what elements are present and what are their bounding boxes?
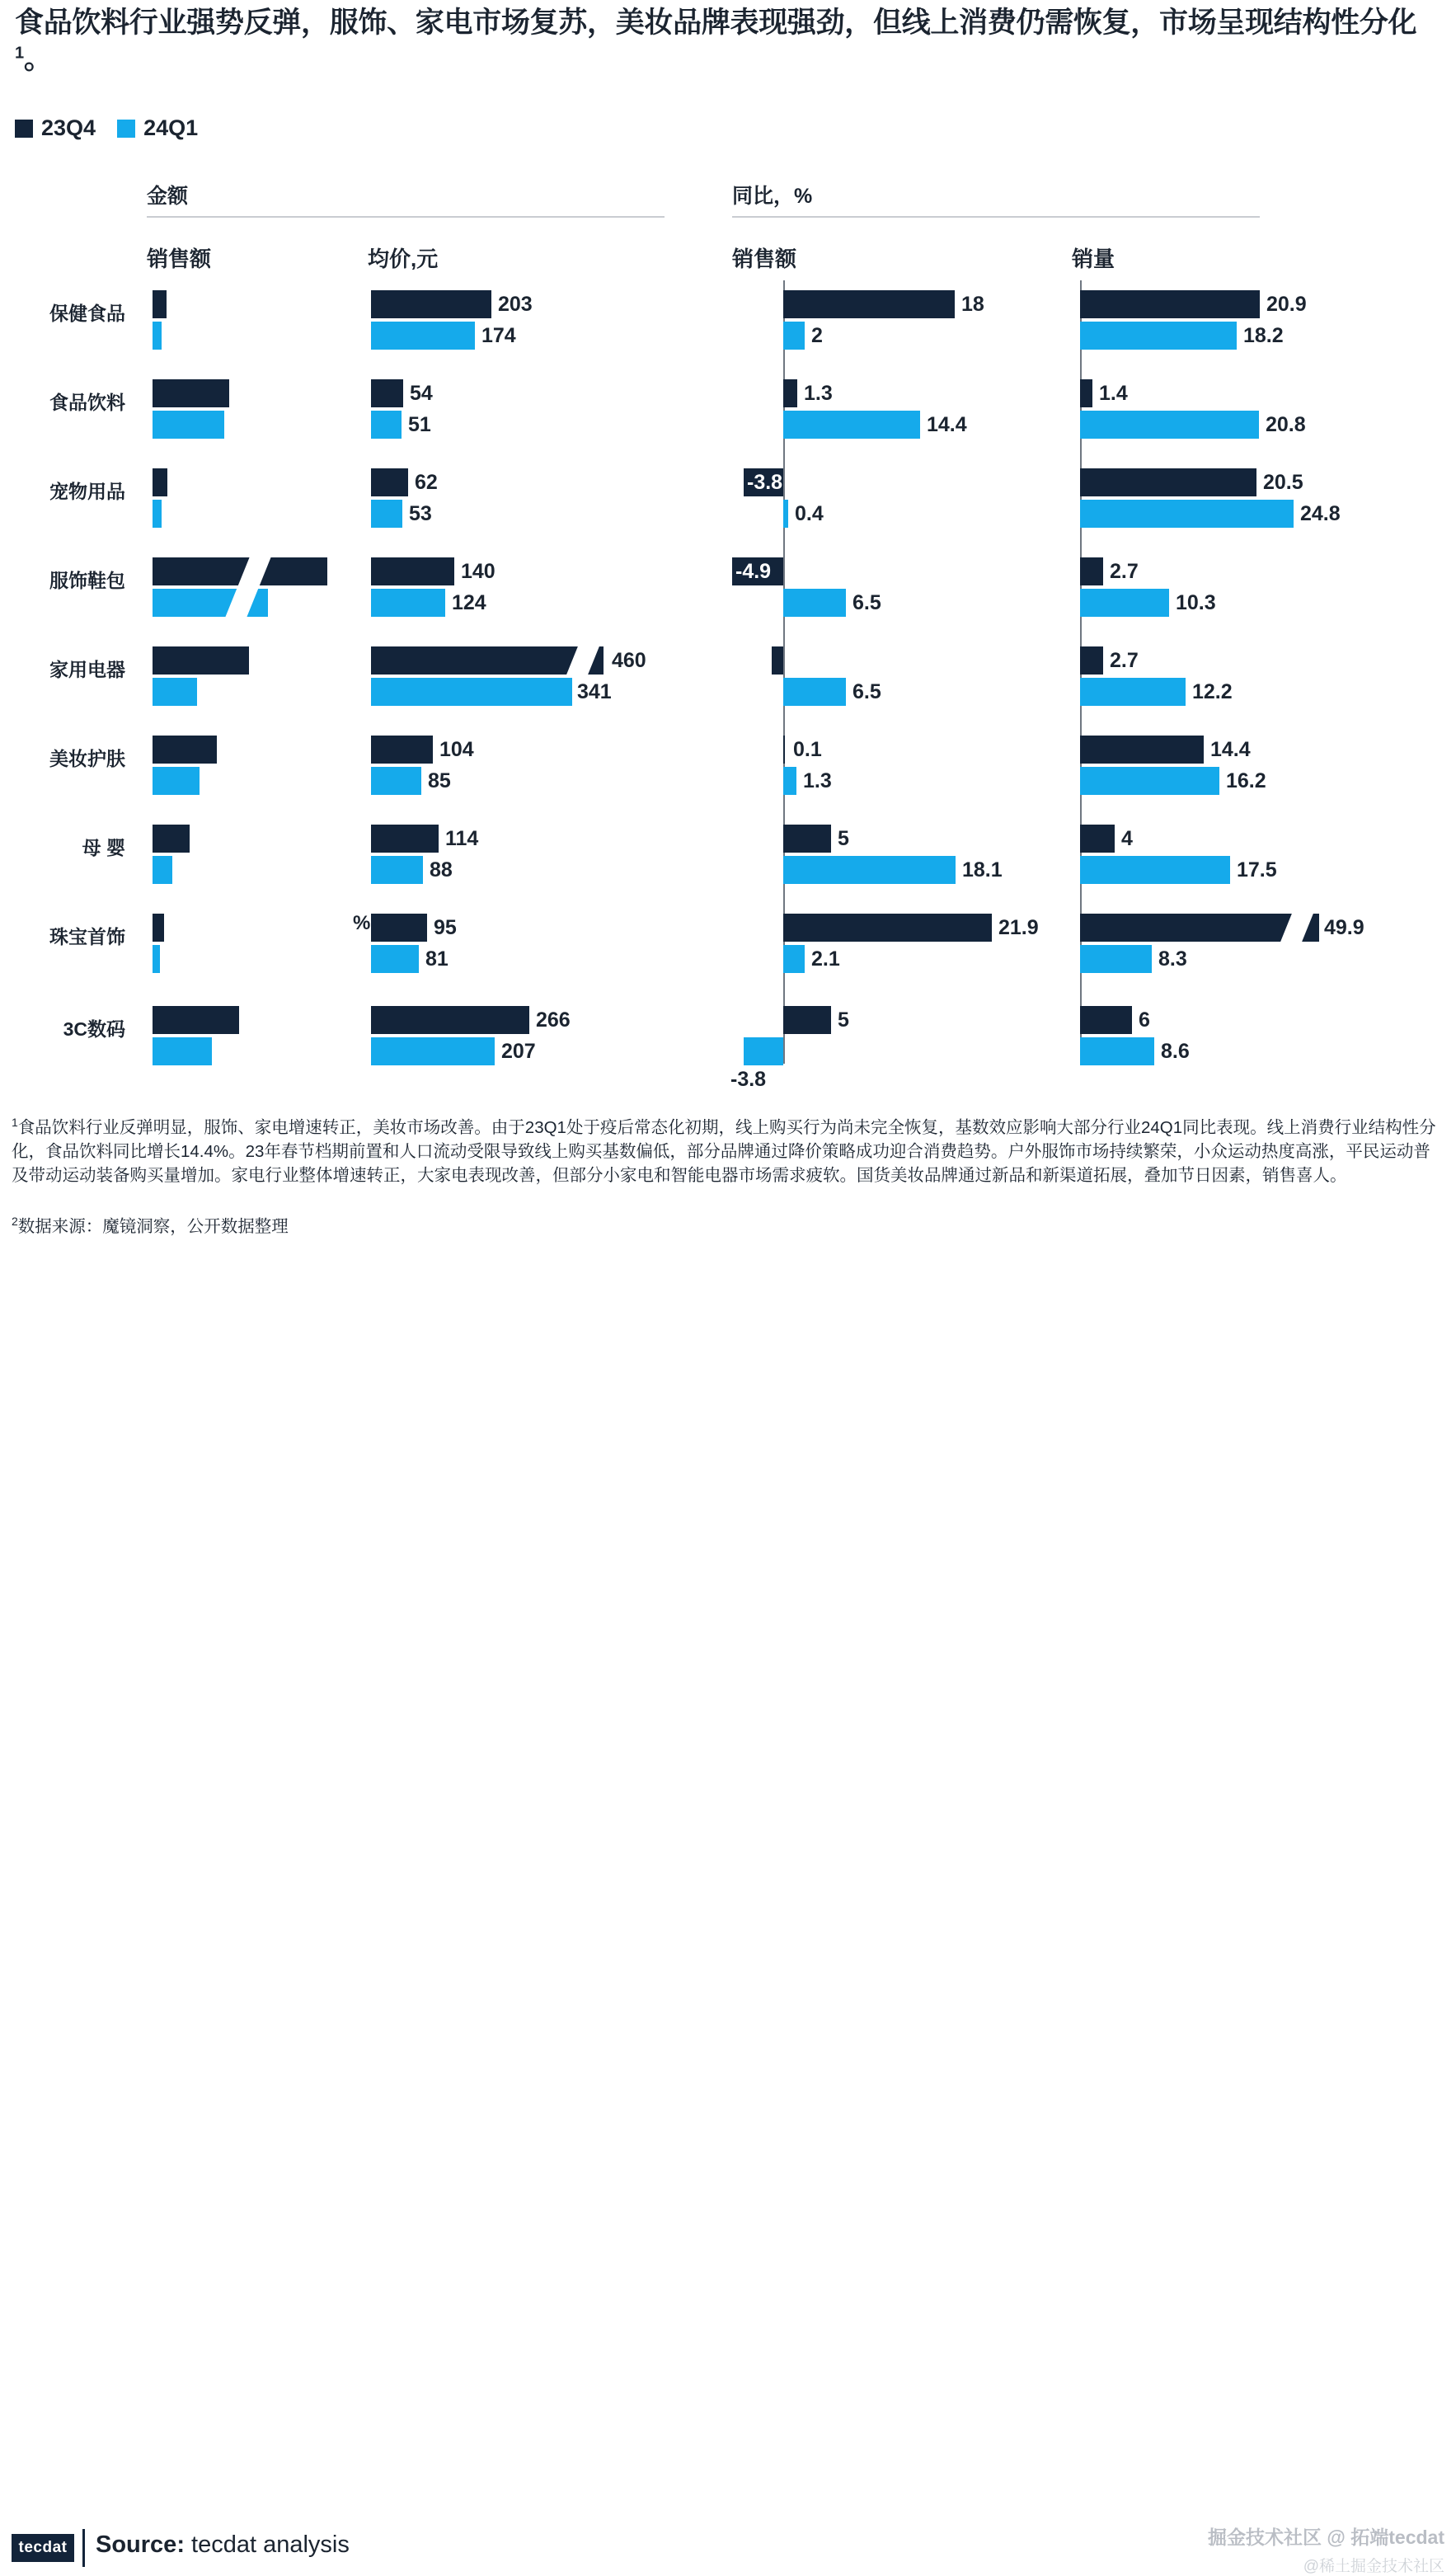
- bar-p4-r4-24q1: [1080, 678, 1186, 706]
- footnote-2-text: 数据来源：魔镜洞察，公开数据整理: [17, 1217, 289, 1236]
- value-p2-r7-24q1: 81: [425, 947, 449, 971]
- value-p3-r2-23q4: -3.8: [747, 471, 783, 494]
- bar-p2-r7-23q4: [371, 914, 427, 942]
- value-p4-r3-23q4: 2.7: [1110, 560, 1139, 583]
- value-p3-r8-23q4: 5: [838, 1008, 849, 1032]
- bar-p3-r6-23q4: [783, 825, 831, 853]
- value-p4-r5-23q4: 14.4: [1210, 738, 1251, 761]
- value-p2-r1-23q4: 54: [410, 382, 433, 405]
- value-p2-r0-24q1: 174: [481, 324, 516, 347]
- bar-p3-r8-23q4: [783, 1006, 831, 1034]
- source-value: tecdat analysis: [191, 2531, 350, 2558]
- value-p3-r6-23q4: 5: [838, 827, 849, 850]
- value-p4-r8-23q4: 6: [1139, 1008, 1150, 1032]
- bar-p3-r3-24q1: [783, 589, 846, 617]
- bar-p4-r2-23q4: [1080, 468, 1256, 496]
- group-header-yoy: 同比，%: [732, 185, 813, 208]
- bar-p4-r8-24q1: [1080, 1037, 1154, 1065]
- value-p2-r3-24q1: 124: [452, 591, 486, 614]
- column-header-yoy-sales: 销售额: [732, 247, 797, 271]
- tecdat-logo: tecdat: [12, 2534, 74, 2562]
- bar-p1-r4-24q1: [153, 678, 197, 706]
- value-p2-r5-23q4: 104: [439, 738, 474, 761]
- legend-label-24q1: 24Q1: [143, 115, 199, 140]
- value-p2-r6-23q4: 114: [445, 827, 479, 850]
- value-p2-r1-24q1: 51: [408, 413, 431, 436]
- bar-p2-r3-24q1: [371, 589, 445, 617]
- bar-p2-r8-23q4: [371, 1006, 529, 1034]
- title-text: 食品饮料行业强势反弹，服饰、家电市场复苏，美妆品牌表现强劲，但线上消费仍需恢复，市场呈现结构性分化: [15, 7, 1417, 39]
- bar-p2-r8-24q1: [371, 1037, 495, 1065]
- bar-p1-r1-23q4: [153, 379, 229, 407]
- value-p3-r2-24q1: 0.4: [795, 502, 824, 525]
- footnote-1-marker: 1: [12, 1116, 18, 1129]
- value-p3-r5-23q4: 0.1: [793, 738, 822, 761]
- value-p4-r2-23q4: 20.5: [1263, 471, 1303, 494]
- value-p4-r2-24q1: 24.8: [1300, 502, 1341, 525]
- source-text: [96, 2531, 350, 2559]
- bar-p4-r2-24q1: [1080, 500, 1294, 528]
- bar-p3-r7-23q4: [783, 914, 992, 942]
- bar-p2-r7-24q1: [371, 945, 419, 973]
- value-p3-r1-24q1: 14.4: [927, 413, 967, 436]
- legend-label-23q4: 23Q4: [41, 115, 96, 140]
- source-divider: [82, 2529, 85, 2567]
- bar-p1-r5-24q1: [153, 767, 200, 795]
- bar-p3-r8-24q1: [744, 1037, 783, 1065]
- value-p3-r4-23q4: -1.1: [734, 649, 770, 672]
- value-p2-r2-24q1: 53: [409, 502, 432, 525]
- footnote-2-marker: 2: [12, 1215, 18, 1229]
- value-p3-r5-24q1: 1.3: [803, 769, 832, 792]
- source-label: Source:: [96, 2531, 185, 2558]
- bar-p4-r7-24q1: [1080, 945, 1152, 973]
- bar-p3-r5-24q1: [783, 767, 796, 795]
- footnote-1-text: 食品饮料行业反弹明显，服饰、家电增速转正，美妆市场改善。由于23Q1处于疫后常态化初期，线上购买行为尚未完全恢复，基数效应影响大部分行业24Q1同比表现。线上消费行业结构性分化，食品饮料同比增长14.4%。23年春节档期前置和人口流动受限导致线上购买基数偏低，部分品牌通过降价策略成功迎合消费趋势。户外服饰市场持续繁荣，小众运动热度高涨，平民运动普及带动运动装备购买量增加。家电行业整体增速转正，大家电表现改善，但部分小家电和智能电器市场需求疲软。国货美妆品牌通过新品和新渠道拓展，叠加节日因素，销售喜人。: [12, 1117, 1436, 1186]
- value-p2-r0-23q4: 203: [498, 293, 533, 316]
- row-label-0: 保健食品: [49, 303, 125, 324]
- bar-p4-r1-24q1: [1080, 411, 1259, 439]
- value-p4-r7-24q1: 8.3: [1158, 947, 1187, 971]
- value-p3-r4-24q1: 6.5: [852, 680, 881, 703]
- bar-p1-r2-23q4: [153, 468, 167, 496]
- bar-p2-r0-23q4: [371, 290, 491, 318]
- bar-p4-r4-23q4: [1080, 646, 1103, 675]
- bar-p3-r5-23q4: [783, 736, 785, 764]
- value-p3-r1-23q4: 1.3: [804, 382, 833, 405]
- row-label-1: 食品饮料: [49, 392, 125, 413]
- bar-p1-r4-23q4: [153, 646, 249, 675]
- value-p4-r3-24q1: 10.3: [1176, 591, 1216, 614]
- value-p2-r4-23q4: 460: [612, 649, 646, 672]
- watermark-secondary: @稀土掘金技术社区: [1303, 2558, 1444, 2575]
- bar-p2-r2-23q4: [371, 468, 408, 496]
- bar-p2-r4-24q1: [371, 678, 572, 706]
- bar-p2-r1-23q4: [371, 379, 403, 407]
- value-p4-r5-24q1: 16.2: [1226, 769, 1266, 792]
- value-p3-r7-24q1: 2.1: [811, 947, 840, 971]
- bar-p2-r5-24q1: [371, 767, 421, 795]
- bar-p2-r3-23q4: [371, 557, 454, 585]
- bar-p1-r0-24q1: [153, 322, 162, 350]
- value-p2-r4-24q1: 341: [577, 680, 612, 703]
- value-p3-r0-24q1: 2: [811, 324, 823, 347]
- bar-p4-r5-24q1: [1080, 767, 1219, 795]
- row-label-6: 母 婴: [82, 837, 125, 858]
- bar-p1-r5-23q4: [153, 736, 217, 764]
- row-label-2: 宠物用品: [49, 481, 125, 502]
- value-p2-r5-24q1: 85: [428, 769, 451, 792]
- value-p2-r6-24q1: 88: [430, 858, 453, 881]
- row-label-5: 美妆护肤: [49, 748, 125, 769]
- bar-p1-r7-23q4: [153, 914, 164, 942]
- value-p2-r3-23q4: 140: [461, 560, 496, 583]
- bar-p2-r6-24q1: [371, 856, 423, 884]
- footnote-2: [12, 1212, 289, 1237]
- page-title: 食品饮料行业强势反弹，服饰、家电市场复苏，美妆品牌表现强劲，但线上消费仍需恢复，市场呈现结构性分化$^1$。: [15, 7, 1417, 76]
- bar-p3-r0-23q4: [783, 290, 955, 318]
- bar-p1-r8-24q1: [153, 1037, 212, 1065]
- bar-p2-r1-24q1: [371, 411, 402, 439]
- column-header-avg-price: 均价,元: [368, 247, 439, 271]
- value-p4-r8-24q1: 8.6: [1161, 1040, 1190, 1063]
- value-p4-r4-23q4: 2.7: [1110, 649, 1139, 672]
- bar-p3-r4-23q4: [772, 646, 783, 675]
- column-header-yoy-volume: 销量: [1072, 247, 1115, 271]
- bar-p3-r2-24q1: [783, 500, 788, 528]
- row-label-7: 珠宝首饰: [49, 926, 125, 947]
- footnote-1: [12, 1115, 1446, 1187]
- bar-p4-r5-23q4: [1080, 736, 1204, 764]
- bar-p4-r0-23q4: [1080, 290, 1260, 318]
- bar-p4-r1-23q4: [1080, 379, 1092, 407]
- bar-p1-r6-23q4: [153, 825, 190, 853]
- bar-p3-r1-24q1: [783, 411, 920, 439]
- value-p3-r0-23q4: 18: [961, 293, 984, 316]
- bar-p2-r6-23q4: [371, 825, 439, 853]
- bar-p4-r8-23q4: [1080, 1006, 1132, 1034]
- value-p3-r3-24q1: 6.5: [852, 591, 881, 614]
- title-footnote-marker: 1: [15, 44, 24, 63]
- legend: [15, 115, 198, 141]
- bar-p1-r8-23q4: [153, 1006, 239, 1034]
- bar-p1-r1-24q1: [153, 411, 224, 439]
- bar-p1-r7-24q1: [153, 945, 160, 973]
- group-header-amount: 金额: [147, 185, 189, 208]
- bar-p4-r3-24q1: [1080, 589, 1169, 617]
- bar-p4-r6-23q4: [1080, 825, 1115, 853]
- group-rule-yoy: [732, 216, 1260, 218]
- bar-p3-r4-24q1: [783, 678, 846, 706]
- legend-item-23q4: [15, 115, 96, 141]
- value-p4-r1-23q4: 1.4: [1099, 382, 1128, 405]
- legend-swatch-dark: [15, 120, 33, 138]
- bar-p3-r7-24q1: [783, 945, 805, 973]
- bar-p1-r0-23q4: [153, 290, 167, 318]
- value-p3-r8-24q1: -3.8: [730, 1068, 767, 1091]
- bar-p4-r6-24q1: [1080, 856, 1230, 884]
- value-p2-r8-24q1: 207: [501, 1040, 536, 1063]
- legend-item-24q1: [117, 115, 198, 141]
- value-p4-r1-24q1: 20.8: [1266, 413, 1306, 436]
- group-rule-amount: [147, 216, 665, 218]
- value-p4-r0-24q1: 18.2: [1243, 324, 1284, 347]
- bar-p4-r0-24q1: [1080, 322, 1237, 350]
- row-label-8: 3C数码: [63, 1018, 125, 1040]
- bar-p2-r5-23q4: [371, 736, 433, 764]
- bar-p1-r2-24q1: [153, 500, 162, 528]
- bar-p2-r2-24q1: [371, 500, 402, 528]
- percent-mark: %: [353, 912, 371, 934]
- value-p4-r6-23q4: 4: [1121, 827, 1133, 850]
- value-p3-r6-24q1: 18.1: [962, 858, 1003, 881]
- value-p2-r8-23q4: 266: [536, 1008, 571, 1032]
- legend-swatch-blue: [117, 120, 135, 138]
- bar-p3-r0-24q1: [783, 322, 805, 350]
- value-p3-r7-23q4: 21.9: [998, 916, 1039, 939]
- value-p4-r6-24q1: 17.5: [1237, 858, 1277, 881]
- value-p4-r7-23q4: 49.9: [1324, 916, 1364, 939]
- column-header-sales-amount: 销售额: [147, 247, 212, 271]
- bar-p4-r3-23q4: [1080, 557, 1103, 585]
- bar-p3-r6-24q1: [783, 856, 956, 884]
- value-p2-r7-23q4: 95: [434, 916, 457, 939]
- value-p4-r0-23q4: 20.9: [1266, 293, 1307, 316]
- watermark-primary: 掘金技术社区 @ 拓端tecdat: [1208, 2527, 1444, 2548]
- bar-p3-r1-23q4: [783, 379, 797, 407]
- row-label-4: 家用电器: [49, 659, 125, 680]
- value-p2-r2-23q4: 62: [415, 471, 438, 494]
- bar-p2-r0-24q1: [371, 322, 475, 350]
- bar-p1-r6-24q1: [153, 856, 172, 884]
- row-label-3: 服饰鞋包: [49, 570, 125, 591]
- value-p4-r4-24q1: 12.2: [1192, 680, 1233, 703]
- source-bar: [0, 1257, 1456, 2575]
- value-p3-r3-23q4: -4.9: [735, 560, 772, 583]
